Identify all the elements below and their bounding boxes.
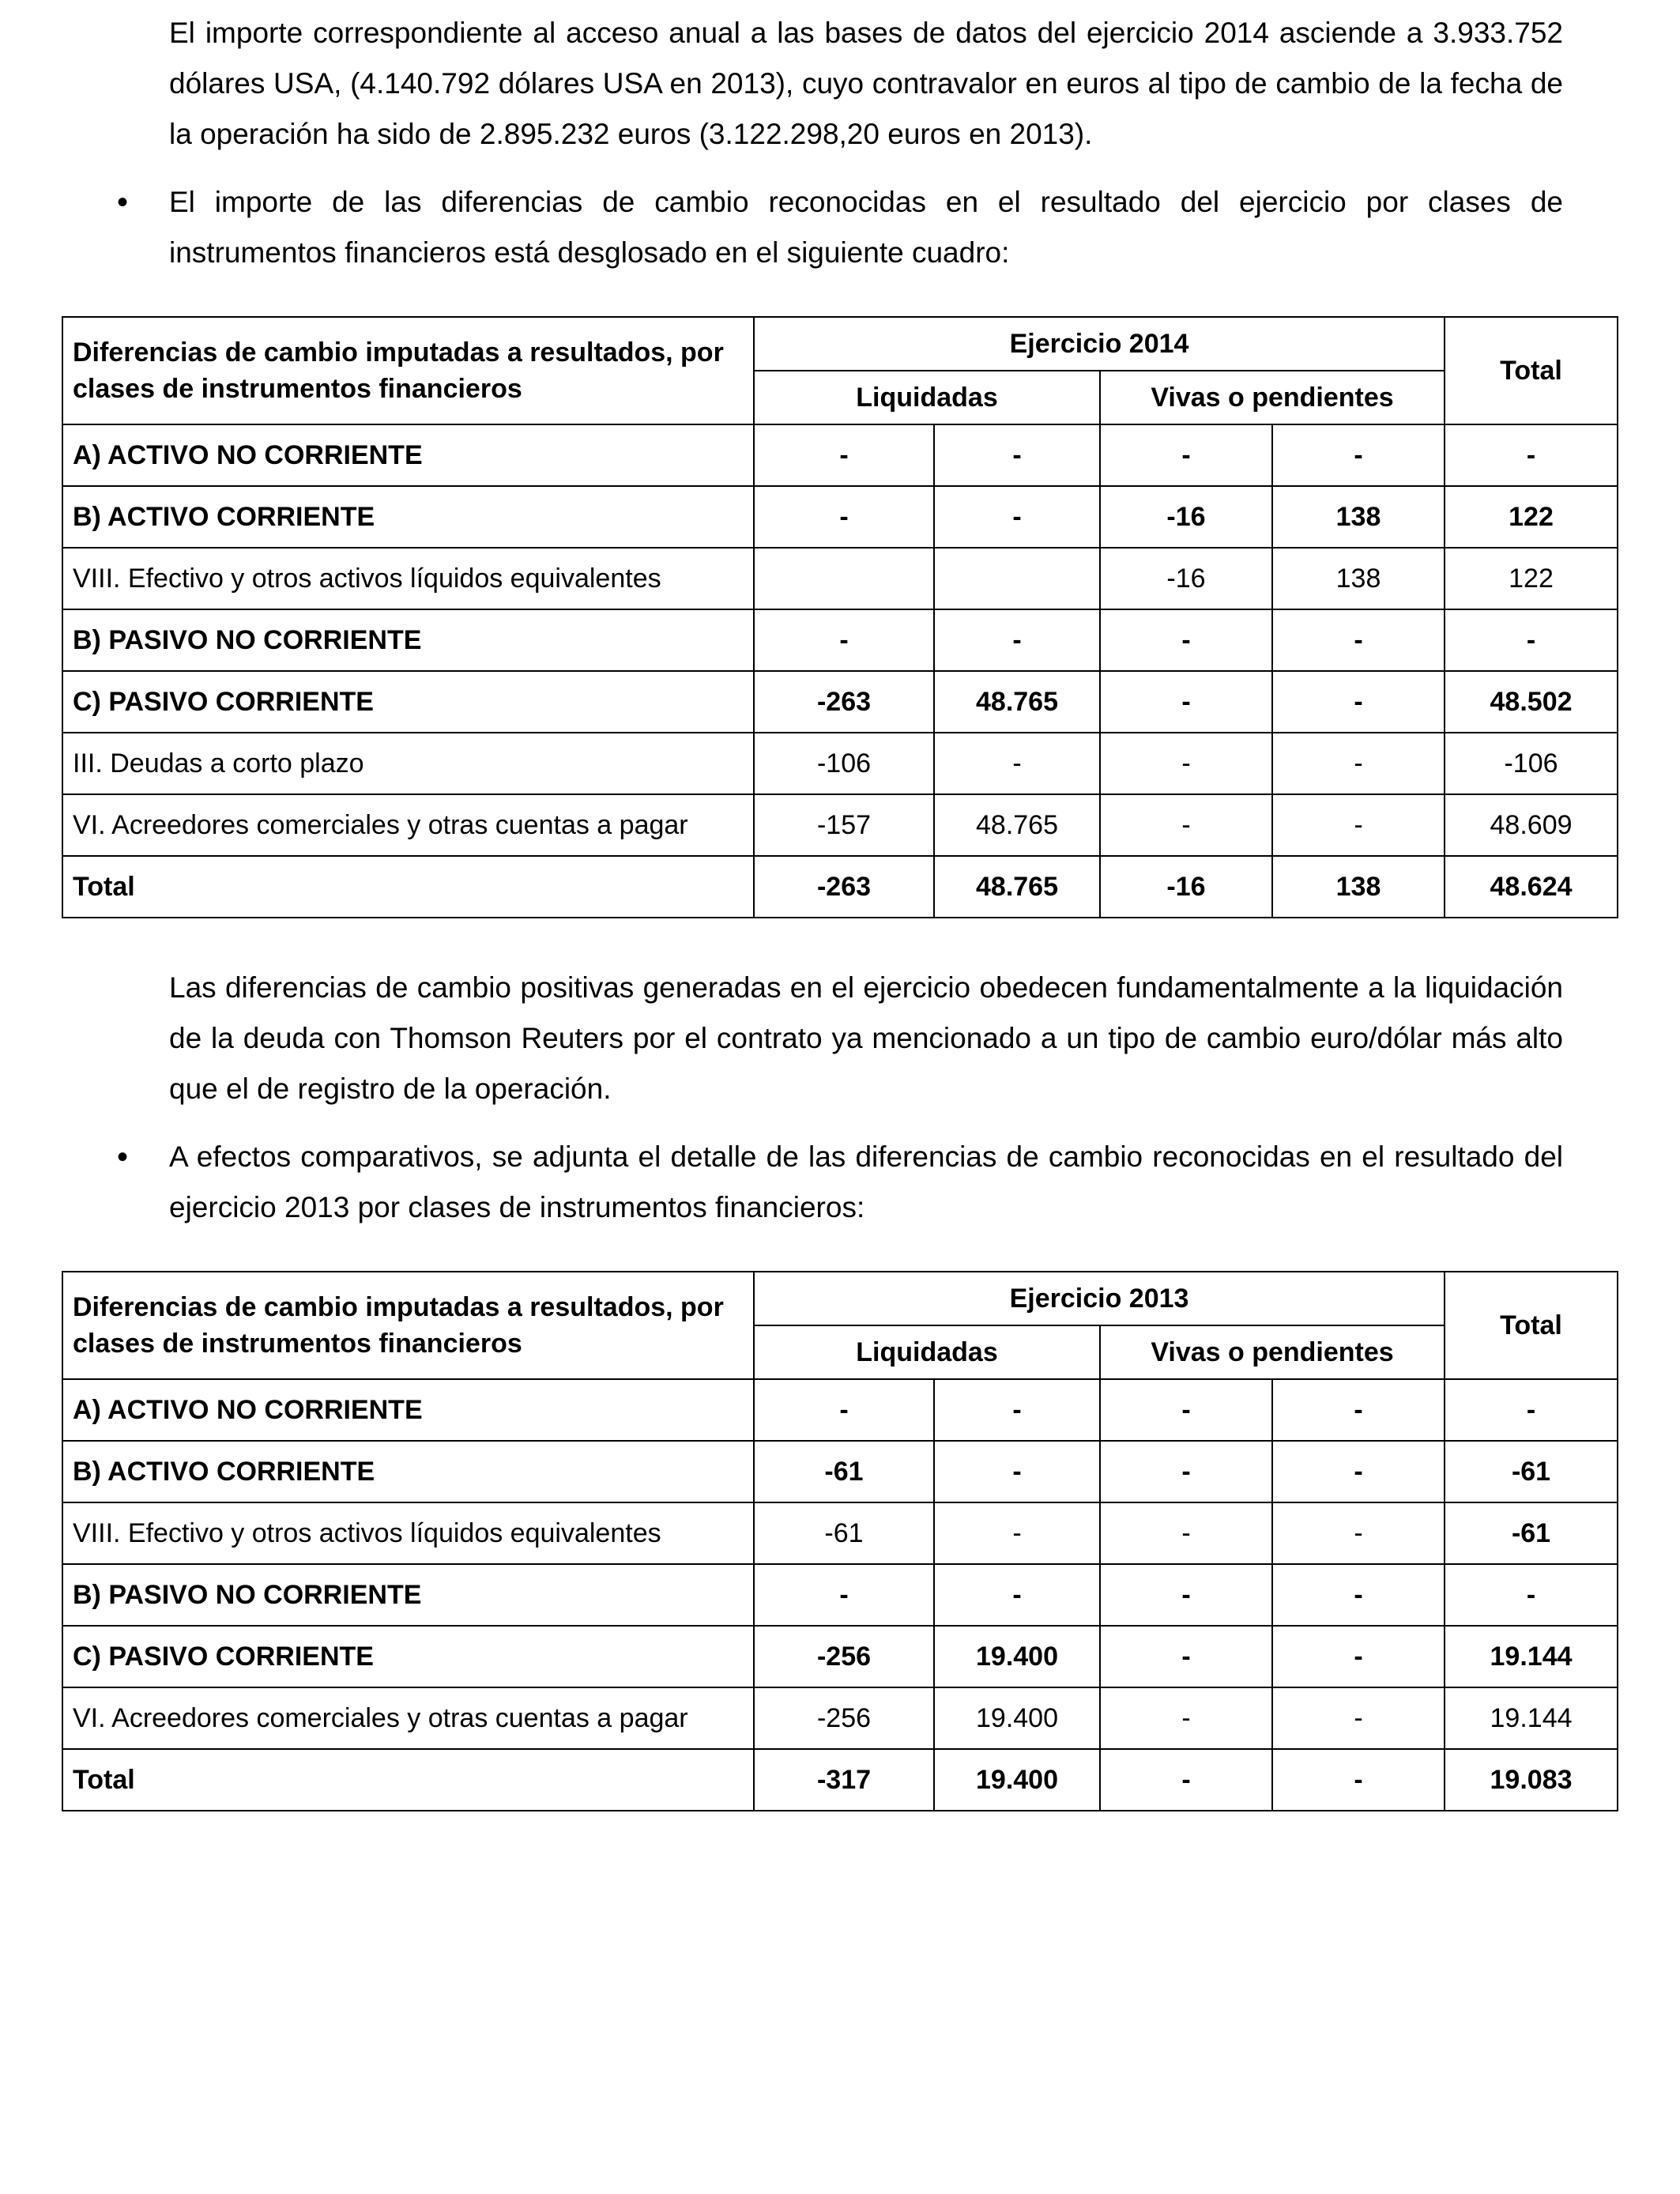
- cell-value: -: [1100, 671, 1272, 733]
- table-row: [62, 1441, 1618, 1502]
- cell-value: -: [1272, 1564, 1445, 1626]
- table-row: [62, 1502, 1618, 1564]
- cell-value: -: [934, 486, 1100, 548]
- cell-total: -61: [1445, 1441, 1618, 1502]
- cell-value: 138: [1272, 856, 1445, 918]
- row-label: B) ACTIVO CORRIENTE: [62, 486, 754, 548]
- cell-value: -: [1272, 671, 1445, 733]
- cell-value: -: [934, 1502, 1100, 1564]
- cell-total: -61: [1445, 1502, 1618, 1564]
- cell-total: -: [1445, 1564, 1618, 1626]
- table-row: [62, 671, 1618, 733]
- cell-value: -: [934, 1441, 1100, 1502]
- bullet-marker: •: [117, 185, 129, 220]
- cell-value: -: [1272, 733, 1445, 794]
- cell-value: 48.765: [934, 794, 1100, 856]
- paragraph-positive-differences: Las diferencias de cambio positivas generadas en el ejercicio obedecen fundamentalmente a la liquidación de la deuda con Thomson Reuters por el contrato ya mencionado a un tipo de cambio euro/dólar más alto que el de registro de la operación.: [169, 971, 1563, 1105]
- cell-value: -: [934, 733, 1100, 794]
- cell-value: 48.765: [934, 856, 1100, 918]
- cell-value: -: [1100, 1379, 1272, 1441]
- table-row: [62, 1379, 1618, 1441]
- table-row-total: [62, 856, 1618, 918]
- cell-value: -157: [754, 794, 934, 856]
- row-label: C) PASIVO CORRIENTE: [62, 671, 754, 733]
- cell-total: 48.624: [1445, 856, 1618, 918]
- cell-value: -: [934, 1379, 1100, 1441]
- cell-value: -: [934, 609, 1100, 671]
- bullet-marker: •: [117, 1140, 129, 1174]
- table-row: [62, 1626, 1618, 1687]
- cell-total: -106: [1445, 733, 1618, 794]
- cell-value: -: [1100, 1687, 1272, 1749]
- table-row: [62, 424, 1618, 486]
- cell-value: -: [934, 424, 1100, 486]
- row-label: B) PASIVO NO CORRIENTE: [62, 609, 754, 671]
- table-exchange-differences-2013: [62, 1271, 1618, 1811]
- table-row: [62, 733, 1618, 794]
- cell-value: -256: [754, 1626, 934, 1687]
- cell-value: 19.400: [934, 1626, 1100, 1687]
- cell-value: -: [1272, 1502, 1445, 1564]
- table-row: [62, 1564, 1618, 1626]
- cell-value: -: [1100, 1749, 1272, 1811]
- cell-value: 138: [1272, 486, 1445, 548]
- table-header-label: Diferencias de cambio imputadas a resultados, por clases de instrumentos financieros: [62, 1272, 754, 1379]
- paragraph-comparative-2013: A efectos comparativos, se adjunta el detalle de las diferencias de cambio reconocidas en el resultado del ejercicio 2013 por clases de instrumentos financieros:: [169, 1140, 1563, 1223]
- table-exchange-differences-2014: [62, 316, 1618, 918]
- table-header-liquidadas: Liquidadas: [754, 371, 1100, 424]
- cell-value: [754, 548, 934, 609]
- cell-value: -: [1272, 1687, 1445, 1749]
- cell-value: -: [754, 1564, 934, 1626]
- cell-value: -: [754, 424, 934, 486]
- row-label: VI. Acreedores comerciales y otras cuentas a pagar: [62, 1687, 754, 1749]
- table-header-liquidadas: Liquidadas: [754, 1325, 1100, 1379]
- paragraph-database-access: El importe correspondiente al acceso anual a las bases de datos del ejercicio 2014 asciende a 3.933.752 dólares USA, (4.140.792 dólares USA en 2013), cuyo contravalor en euros al tipo de cambio de la fecha de la operación ha sido de 2.895.232 euros (3.122.298,20 euros en 2013).: [169, 17, 1563, 150]
- cell-value: -16: [1100, 856, 1272, 918]
- cell-value: -: [1272, 424, 1445, 486]
- cell-value: -: [1100, 1626, 1272, 1687]
- cell-value: -: [934, 1564, 1100, 1626]
- table-header-vivas: Vivas o pendientes: [1100, 1325, 1445, 1379]
- table-header-label: Diferencias de cambio imputadas a resultados, por clases de instrumentos financieros: [62, 317, 754, 424]
- row-label: B) ACTIVO CORRIENTE: [62, 1441, 754, 1502]
- cell-value: -61: [754, 1441, 934, 1502]
- cell-value: 48.765: [934, 671, 1100, 733]
- row-label: VIII. Efectivo y otros activos líquidos equivalentes: [62, 548, 754, 609]
- row-label: A) ACTIVO NO CORRIENTE: [62, 424, 754, 486]
- table-header-year: Ejercicio 2014: [754, 317, 1445, 371]
- cell-value: -: [1272, 1441, 1445, 1502]
- cell-value: -: [1272, 609, 1445, 671]
- row-label: B) PASIVO NO CORRIENTE: [62, 1564, 754, 1626]
- table-header-total: Total: [1445, 317, 1618, 424]
- cell-value: -: [1272, 794, 1445, 856]
- cell-value: -256: [754, 1687, 934, 1749]
- cell-value: -61: [754, 1502, 934, 1564]
- cell-value: -: [754, 486, 934, 548]
- table-row: [62, 1687, 1618, 1749]
- cell-value: [934, 548, 1100, 609]
- cell-value: -: [1100, 424, 1272, 486]
- table-row: [62, 609, 1618, 671]
- cell-value: -263: [754, 671, 934, 733]
- row-label: VIII. Efectivo y otros activos líquidos equivalentes: [62, 1502, 754, 1564]
- cell-value: -: [1100, 1441, 1272, 1502]
- cell-value: -: [754, 1379, 934, 1441]
- cell-value: -317: [754, 1749, 934, 1811]
- cell-total: 19.083: [1445, 1749, 1618, 1811]
- cell-value: 19.400: [934, 1749, 1100, 1811]
- cell-value: 138: [1272, 548, 1445, 609]
- table-row: [62, 548, 1618, 609]
- cell-value: -: [1100, 1502, 1272, 1564]
- cell-value: -: [754, 609, 934, 671]
- cell-total: -: [1445, 424, 1618, 486]
- cell-total: 48.609: [1445, 794, 1618, 856]
- cell-value: -: [1100, 794, 1272, 856]
- table-row: [62, 794, 1618, 856]
- cell-total: -: [1445, 1379, 1618, 1441]
- paragraph-exchange-differences-2014: El importe de las diferencias de cambio reconocidas en el resultado del ejercicio por clases de instrumentos financieros está desglosado en el siguiente cuadro:: [169, 186, 1563, 269]
- cell-total: 122: [1445, 486, 1618, 548]
- row-label: Total: [62, 856, 754, 918]
- cell-value: -16: [1100, 486, 1272, 548]
- table-row-total: [62, 1749, 1618, 1811]
- cell-total: 122: [1445, 548, 1618, 609]
- cell-value: -16: [1100, 548, 1272, 609]
- cell-value: -: [1272, 1626, 1445, 1687]
- cell-value: -263: [754, 856, 934, 918]
- cell-value: -: [1272, 1749, 1445, 1811]
- cell-total: 19.144: [1445, 1687, 1618, 1749]
- cell-value: -: [1272, 1379, 1445, 1441]
- table-header-total: Total: [1445, 1272, 1618, 1379]
- row-label: VI. Acreedores comerciales y otras cuentas a pagar: [62, 794, 754, 856]
- cell-total: 48.502: [1445, 671, 1618, 733]
- cell-total: 19.144: [1445, 1626, 1618, 1687]
- cell-total: -: [1445, 609, 1618, 671]
- table-header-vivas: Vivas o pendientes: [1100, 371, 1445, 424]
- table-row: [62, 486, 1618, 548]
- cell-value: -: [1100, 1564, 1272, 1626]
- row-label: III. Deudas a corto plazo: [62, 733, 754, 794]
- table-header-year: Ejercicio 2013: [754, 1272, 1445, 1325]
- row-label: A) ACTIVO NO CORRIENTE: [62, 1379, 754, 1441]
- row-label: Total: [62, 1749, 754, 1811]
- cell-value: -106: [754, 733, 934, 794]
- cell-value: -: [1100, 609, 1272, 671]
- cell-value: -: [1100, 733, 1272, 794]
- cell-value: 19.400: [934, 1687, 1100, 1749]
- row-label: C) PASIVO CORRIENTE: [62, 1626, 754, 1687]
